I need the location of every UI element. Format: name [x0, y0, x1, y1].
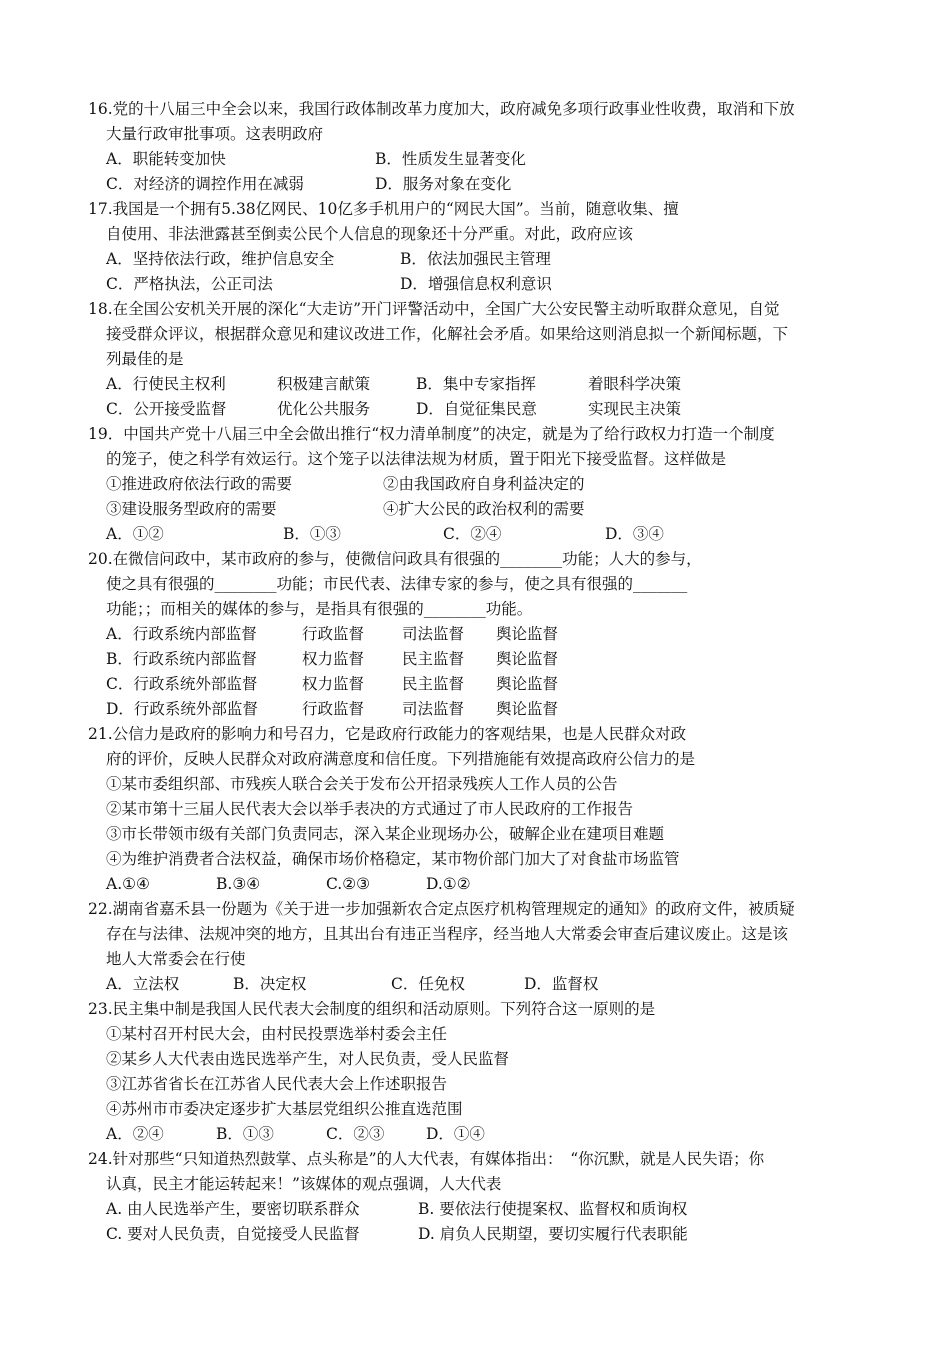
option-a: A.①④: [106, 875, 150, 893]
option-c: C．任免权: [391, 975, 465, 993]
option-b: B.③④: [216, 875, 261, 893]
option-d-item-4: 舆论监督: [496, 700, 559, 718]
option-d: D．服务对象在变化: [375, 175, 512, 193]
statement-2: ②由我国政府自身利益决定的: [383, 475, 585, 493]
question-16-stem: 大量行政审批事项。这表明政府: [106, 125, 324, 143]
option-c: C．严格执法，公正司法: [106, 275, 273, 293]
statement-3: ③江苏省省长在江苏省人民代表大会上作述职报告: [106, 1075, 448, 1093]
statement-2: ②某乡人大代表由选民选举产生，对人民负责，受人民监督: [106, 1050, 510, 1068]
option-b: B．决定权: [233, 975, 307, 993]
option-d: D．①④: [426, 1125, 485, 1143]
option-d-item-3: 司法监督: [402, 700, 465, 718]
option-d: D.①②: [426, 875, 471, 893]
option-a-text: 积极建言献策: [277, 375, 371, 393]
statement-4: ④苏州市市委决定逐步扩大基层党组织公推直选范围: [106, 1100, 463, 1118]
option-a: A．②④: [106, 1125, 164, 1143]
statement-2: ②某市第十三届人民代表大会以举手表决的方式通过了市人民政府的工作报告: [106, 800, 634, 818]
question-19-stem: 的笼子，使之科学有效运行。这个笼子以法律法规为材质，置于阳光下接受监督。这样做是: [106, 450, 727, 468]
option-a: A. 由人民选举产生，要密切联系群众: [106, 1200, 360, 1218]
question-19-stem: 19．中国共产党十八届三中全会做出推行“权力清单制度”的决定，就是为了给行政权力打造一个制度: [88, 425, 775, 443]
option-c: C．②③: [326, 1125, 385, 1143]
statement-3: ③市长带领市级有关部门负责同志，深入某企业现场办公，破解企业在建项目难题: [106, 825, 665, 843]
question-22-stem: 地人大常委会在行使: [106, 950, 246, 968]
option-a: A．坚持依法行政，维护信息安全: [106, 250, 335, 268]
option-d: D．自觉征集民意: [416, 400, 537, 418]
option-d: D．③④: [605, 525, 664, 543]
option-b-item-2: 权力监督: [302, 650, 365, 668]
option-a-item-2: 行政监督: [302, 625, 365, 643]
option-a: A．行使民主权利: [106, 375, 226, 393]
option-b: B．集中专家指挥: [416, 375, 536, 393]
option-c: C．②④: [443, 525, 502, 543]
option-b: B. 要依法行使提案权、监督权和质询权: [418, 1200, 688, 1218]
option-a-item-4: 舆论监督: [496, 625, 559, 643]
statement-3: ③建设服务型政府的需要: [106, 500, 277, 518]
option-c-item-2: 权力监督: [302, 675, 365, 693]
option-b: B．性质发生显著变化: [375, 150, 526, 168]
option-b: B．①③: [283, 525, 341, 543]
question-22-stem: 22.湖南省嘉禾县一份题为《关于进一步加强新农合定点医疗机构管理规定的通知》的政府文件，被质疑: [88, 900, 795, 918]
question-16-stem: 16.党的十八届三中全会以来，我国行政体制改革力度加大，政府减免多项行政事业性收费，取消和下放: [88, 100, 795, 118]
question-18-stem: 列最佳的是: [106, 350, 184, 368]
option-d: D. 肩负人民期望，要切实履行代表职能: [418, 1225, 688, 1243]
option-d-item-2: 行政监督: [302, 700, 365, 718]
question-20-stem: 功能；；而相关的媒体的参与，是指具有很强的________功能。: [106, 600, 533, 618]
option-a: A．①②: [106, 525, 164, 543]
option-c: C．对经济的调控作用在减弱: [106, 175, 304, 193]
option-c-item-4: 舆论监督: [496, 675, 559, 693]
statement-4: ④为维护消费者合法权益，确保市场价格稳定，某市物价部门加大了对食盐市场监管: [106, 850, 680, 868]
option-c-text: 优化公共服务: [277, 400, 371, 418]
option-d: D．增强信息权利意识: [400, 275, 552, 293]
option-a: A．行政系统内部监督: [106, 625, 257, 643]
statement-1: ①推进政府依法行政的需要: [106, 475, 293, 493]
statement-4: ④扩大公民的政治权利的需要: [383, 500, 585, 518]
option-c-item-3: 民主监督: [402, 675, 465, 693]
question-21-stem: 府的评价，反映人民群众对政府满意度和信任度。下列措施能有效提高政府公信力的是: [106, 750, 696, 768]
question-23-stem: 23.民主集中制是我国人民代表大会制度的组织和活动原则。下列符合这一原则的是: [88, 1000, 656, 1018]
question-24-stem: 认真，民主才能运转起来！”该媒体的观点强调，人大代表: [106, 1175, 502, 1193]
question-24-stem: 24.针对那些“只知道热烈鼓掌、点头称是”的人大代表，有媒体指出： “你沉默，就是人民失语；你: [88, 1150, 765, 1168]
question-18-stem: 18.在全国公安机关开展的深化“大走访”开门评警活动中，全国广大公安民警主动听取群众意见，自觉: [88, 300, 780, 318]
statement-1: ①某市委组织部、市残疾人联合会关于发布公开招录残疾人工作人员的公告: [106, 775, 618, 793]
statement-1: ①某村召开村民大会，由村民投票选举村委会主任: [106, 1025, 448, 1043]
option-d-text: 实现民主决策: [588, 400, 682, 418]
option-b-text: 着眼科学决策: [588, 375, 682, 393]
option-c: C．行政系统外部监督: [106, 675, 258, 693]
question-21-stem: 21.公信力是政府的影响力和号召力，它是政府行政能力的客观结果，也是人民群众对政: [88, 725, 687, 743]
option-b: B．依法加强民主管理: [400, 250, 551, 268]
option-c: C．公开接受监督: [106, 400, 227, 418]
question-22-stem: 存在与法律、法规冲突的地方，且其出台有违正当程序，经当地人大常委会审查后建议废止。这是该: [106, 925, 789, 943]
question-20-stem: 使之具有很强的________功能；市民代表、法律专家的参与，使之具有很强的_______: [106, 575, 688, 593]
option-a: A．立法权: [106, 975, 180, 993]
question-20-stem: 20.在微信问政中，某市政府的参与，使微信问政具有很强的________功能；人大的参与，: [88, 550, 702, 568]
option-a-item-3: 司法监督: [402, 625, 465, 643]
option-b-item-3: 民主监督: [402, 650, 465, 668]
question-18-stem: 接受群众评议，根据群众意见和建议改进工作，化解社会矛盾。如果给这则消息拟一个新闻标题，下: [106, 325, 789, 343]
option-a: A．职能转变加快: [106, 150, 226, 168]
option-c: C.②③: [326, 875, 371, 893]
option-b: B．①③: [216, 1125, 274, 1143]
option-d: D．监督权: [524, 975, 599, 993]
question-17-stem: 自使用、非法泄露甚至倒卖公民个人信息的现象还十分严重。对此，政府应该: [106, 225, 634, 243]
option-b: B．行政系统内部监督: [106, 650, 257, 668]
option-c: C. 要对人民负责，自觉接受人民监督: [106, 1225, 360, 1243]
option-d: D．行政系统外部监督: [106, 700, 258, 718]
option-b-item-4: 舆论监督: [496, 650, 559, 668]
question-17-stem: 17.我国是一个拥有5.38亿网民、10亿多手机用户的“网民大国”。当前，随意收集、擅: [88, 200, 679, 218]
